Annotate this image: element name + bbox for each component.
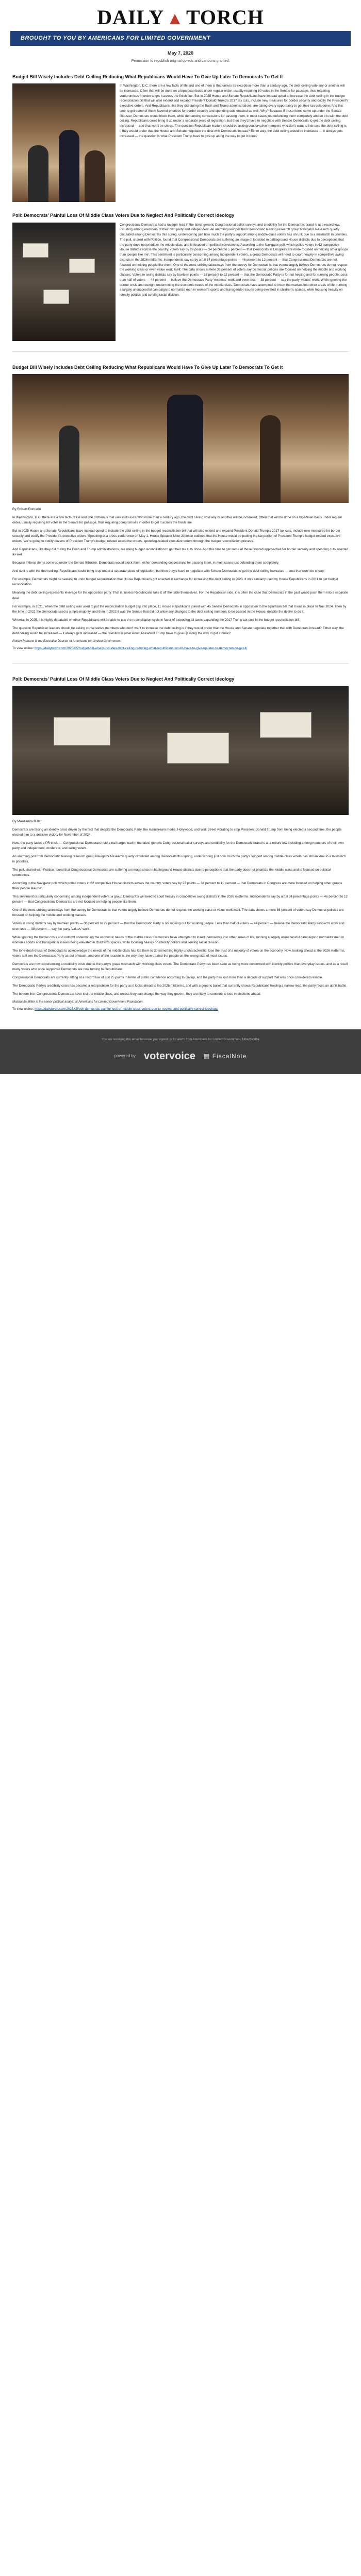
tagline-banner: BROUGHT TO YOU BY AMERICANS FOR LIMITED GOVERNMENT bbox=[10, 31, 351, 46]
article-paragraph: And Republicans, like they did during the Bush and Trump administrations, are using budget reconciliation to get their tax cuts done. And this time to get some of these favored approaches for border security and spending cuts enacted as well. bbox=[12, 548, 349, 557]
view-online-link[interactable]: https://dailytorch.com/2025/05/poll-democrats-painful-loss-of-middle-class-voters-due-to-neglect-and-politically-correct-ideology/ bbox=[35, 1007, 218, 1011]
summary-title[interactable]: Budget Bill Wisely Includes Debt Ceiling Reducing What Republicans Would Have To Give Up Later To Democrats To Get It bbox=[12, 74, 283, 79]
senate-photo bbox=[12, 374, 349, 503]
article-paragraph: This sentiment is particularly concerning among independent voters, a group Democrats will need to court heavily in competitive swing districts in the 2026 midterms. Independents say by a full 34 percentage points — 46 percent to 12 percent — that Congressional Democrats are not focused on helping people like them. bbox=[12, 895, 348, 904]
article-body bbox=[12, 515, 349, 636]
article-paragraph: The question Republican leaders should be asking conservative members who don't want to increase the debt ceiling is if they would prefer that the House and Senate negotiate together that with Democrats instead? Either way, the debt ceiling would be increased — it always gets increased — the question is what would President Trump have to give up along the way to get it done? bbox=[12, 626, 344, 635]
senate-photo-thumbnail[interactable] bbox=[12, 83, 116, 202]
view-online-link[interactable]: https://dailytorch.com/2025/05/budget-bill-wisely-includes-debt-ceiling-reducing-what-republicans-would-have-to-give-up-later-to-democrats-to-get-it/ bbox=[35, 646, 248, 650]
article-title: Poll: Democrats' Painful Loss Of Middle Class Voters Due to Neglect And Politically Correct Ideology bbox=[12, 676, 235, 682]
logo-text-right: TORCH bbox=[186, 6, 264, 29]
article-paragraph: Because if these items come up under the Senate filibuster, Democrats would block them, either demanding concessions for passing them, in most cases just defunding them completely. bbox=[12, 561, 280, 565]
article-middle-class-poll bbox=[0, 676, 361, 1024]
article-paragraph: One of the most striking takeaways from the survey for Democrats is that voters largely believe Democrats do not respect the working class or value work itself. The data shows a mere 36 percent of voters say Democrat policies are focused on helping the middle and working classes. bbox=[12, 908, 344, 918]
protest-photo-thumbnail[interactable] bbox=[12, 223, 116, 341]
powered-by bbox=[0, 1048, 361, 1070]
article-paragraph: And so it is with the debt ceiling. Republicans could bring it up under a separate piece of legislation, but then they'd have to negotiate with Senate Democrats to get the debt ceiling increased — and that won't be cheap. bbox=[12, 569, 325, 573]
summary-debt-ceiling bbox=[0, 74, 361, 213]
article-paragraph: Whereas in 2025, it is highly debatable whether Republicans will be able to use the reconciliation cycle in favor of extending all taxes expanding the 2017 Trump tax cuts in the budget reconciliation bill. bbox=[12, 618, 300, 622]
votervoice-logo[interactable]: votervoice bbox=[143, 1050, 196, 1062]
byline: By Robert Romano bbox=[12, 507, 41, 511]
article-paragraph: Now, the party faces a PR crisis — Congressional Democrats hold a trail target lead in the latest generic Congressional ballot surveys and credibility for the Democratic brand is at a record low including among members of their own party and independent, moderate, and swing voters. bbox=[12, 841, 344, 850]
author-bio: Manzanita Miller is the senior political analyst at Americans for Limited Government Foundation. bbox=[12, 1001, 144, 1004]
view-online bbox=[12, 646, 349, 651]
article-paragraph: But in 2025 House and Senate Republicans have instead opted to include the debt ceiling in the budget reconciliation bill that will also extend and expand President Donald Trump's 2017 tax cuts, include new measures for border security and codify the President's executive orders. Speaking at a press conference on May 1, House Speaker Mike Johnson outlined that the House would be putting the tax portion of President Trump's budget-related executive orders, 'we're going to codify dozens of President Trump's budget related executive orders, spending-related executive orders through the budget reconciliation process.' bbox=[12, 529, 341, 543]
article-paragraph: According to the Navigator poll, which polled voters in 62 competitive House districts across the country, voters say by 23 points — 34 percent to 11 percent — that Democrats in Congress are more focused on helping other groups than 'people like me'. bbox=[12, 882, 342, 891]
article-paragraph: While ignoring the border crisis and outright undermining the economic needs of the middle class, Democrats have attempted to insert themselves into other areas of life, running a largely unsuccessful campaign to normalize men in women's sports and transgender issues being elevated in children's spaces, while focusing heavily on identity politics and serving racial division. bbox=[12, 935, 344, 944]
view-online-label: To view online: bbox=[12, 1007, 34, 1011]
republish-notice: Permission to republish original op-eds and cartoons granted. bbox=[131, 59, 230, 63]
logo-text-left: DAILY bbox=[97, 6, 165, 29]
email-footer bbox=[0, 1029, 361, 1074]
summary-middle-class-poll bbox=[0, 212, 361, 351]
summary-paragraph: In Washington, D.C. there are a few facts of life and one of them is that unless its exception more than a century ago, the debt ceiling vote any or another will be increased. Often that will be done on a bipartisan basis under regular order, usually requiring 60 votes in the Senate for passage, thus requiring compromises in order to get it across the finish line. But in 2025 House and Senate Republicans have instead opted to increase the debt ceiling in the budget reconciliation bill that will also extend and expand President Donald Trump's 2017 tax cuts, include new measures for border security and codify the President's executive orders. And Republicans, like they did during the Bush and Trump administrations, are taking every opportunity to get their tax cuts done. And this time to get some of these favored priorities for border security and spending cuts enacted as well. Why? Because if these items come up under the Senate filibuster, Democrats would block them, while demanding concessions for passing them, in most cases just defunding them completely and so it is with the debt ceiling. Republicans could bring it up under a separate piece of legislation, but then they'd have to negotiate with Senate Democrats to get the debt ceiling increased — and that won't be cheap. The question Republican leaders should be asking conservative members who don't want to increase the debt ceiling is if they would prefer that the House and Senate negotiate the deal with Democrats instead? Either way, the debt ceiling would be increased — it always gets increased — the question is what President Trump have to give up along the way to get it done? bbox=[120, 84, 349, 138]
byline: By Manzanita Miller bbox=[12, 819, 42, 823]
article-paragraph: For example, Democrats might be seeking to undo budget sequestration that House Republicans got enacted in exchange for increasing the debt ceiling in 2023. It was similarly used by House Republicans in 2011 to get budget reconciliation. bbox=[12, 578, 338, 587]
subscription-notice: You are receiving this email because you signed up for alerts from Americans for Limited Government. bbox=[102, 1038, 241, 1041]
article-paragraph: Congressional Democrats are currently sitting at a record low of just 25 points in terms of public confidence according to Gallup, and the party has lost more than a decade of support that was once considered reliable. bbox=[12, 975, 323, 979]
article-paragraph: Meaning the debt ceiling represents leverage for the opposition party. That is, unless Republicans take it off the table themselves. For the Republican side, it is often the case that Democrats in the past would push them into a separate deal. bbox=[12, 591, 348, 600]
summary-title[interactable]: Poll: Democrats' Painful Loss Of Middle Class Voters Due to Neglect And Politically Correct Ideology bbox=[12, 213, 235, 218]
unsubscribe-link[interactable]: Unsubscribe bbox=[242, 1038, 259, 1041]
article-paragraph: Democrats are facing an identity crisis driven by the fact that despite the Democratic Party, the mainstream media, Hollywood, and Wall Street vibrating to stop President Donald Trump from being elected a second time, the people elected him to a decisive victory for November of 2024. bbox=[12, 827, 342, 837]
article-paragraph: The tone-deaf refusal of Democrats to acknowledge the needs of the middle class has led them to do something highly uncharacteristic: lose the trust of a majority of voters on the economy. Now, looking ahead at the 2026 midterms, voters still see the Democratic Party as out of touch, and one of the reasons is the way they have treated the people on the wrong side of most issues. bbox=[12, 948, 345, 958]
article-paragraph: In Washington, D.C. there are a few facts of life and one of them is that unless its exception more than a century ago, the debt ceiling vote any or another will be increased. Often that will be done on a bipartisan basis under regular order, usually requiring 60 votes in the Senate for passage, thus requiring compromises in order to get it across the finish line. bbox=[12, 515, 342, 524]
article-title: Budget Bill Wisely Includes Debt Ceiling Reducing What Republicans Would Have To Give Up Later To Democrats To Get It bbox=[12, 364, 283, 370]
view-online bbox=[12, 1007, 349, 1011]
article-debt-ceiling bbox=[0, 364, 361, 664]
view-online-label: To view online: bbox=[12, 646, 34, 650]
summary-paragraph: Congressional Democrats had a ravager lead in the latest generic Congressional ballot surveys and credibility for the Democratic brand is at a record low, including among members of their own party and independent. An alarming new poll from Democratic leaning research group Navigator Research quietly circulated among Democrats this spring, underscoring just how much the party's support among middle-class voters has shrunk due to a mismatch in priorities. The poll, shared with Politico, found that Congressional Democrats are suffering an image of lopsided in battleground House districts due to perceptions that the party does not prioritize the middle class and is focused on political correctness. According to the Navigator poll, which polled voters in 62 competitive House districts across the country, voters say by 29 points — 34 percent to 5 percent — that Democrats in Congress are more focused on helping other groups than 'people like me'. This sentiment is particularly concerning among independent voters, a group Democrats will need to court heavily in competitive swing districts in the 2026 midterms. Independents say so by a full 34 percentage points — 46 percent to 12 percent — that Congressional Democrats are not focused on helping people like them. One of the most striking takeaways from the survey for Democrats is that voters largely believe Democrats do not respect the working class or even value work itself. The data shows a mere 36 percent of voters say Democrat policies are focused on helping the middle and working classes. Voters in swing districts say by fourteen points — 36 percent to 22 percent — that the Democratic Party is for not helping and for running people. Less than half of voters — 44 percent — believe the Democratic Party 'respects' work and even less — 38 percent — say the party 'values' work. While ignoring the border crisis and outright undermining the economic needs of the middle class, Democrats have attempted to insert themselves into other areas of life, running a largely unsuccessful campaign to normalize men in women's sports and transgender issues being elevated in children's spaces, while focusing heavily on identity politics and serving racial division. bbox=[120, 223, 348, 297]
article-paragraph: The bottom line: Congressional Democrats have lost the middle class, and unless they can change the way they govern, they are likely to continue to lose in elections ahead. bbox=[12, 992, 261, 996]
section-divider bbox=[12, 663, 349, 664]
powered-by-label: powered by bbox=[114, 1053, 136, 1058]
protest-photo bbox=[12, 686, 349, 815]
article-paragraph: Voters in swing districts say by fourteen points — 36 percent to 22 percent — that the Democratic Party is not looking out for working people. Less than half of voters — 44 percent — believe the Democratic Party 'respects' work and even less — 38 percent — say the party 'values' work. bbox=[12, 922, 344, 931]
article-body bbox=[12, 827, 349, 997]
torch-icon: ▲ bbox=[166, 9, 184, 28]
author-bio: Robert Romano is the Executive Director of Americans for Limited Government. bbox=[12, 639, 122, 643]
article-paragraph: The poll, shared with Politico, found that Congressional Democrats are suffering an image crisis in battleground House districts due to perceptions that the party does not prioritize the middle class and is focused on political correctness. bbox=[12, 868, 331, 877]
article-paragraph: An alarming poll from Democratic leaning research group Navigator Research quietly circulated among Democrats this spring, underscoring just how much the party's support among middle-class voters has shrunk due to a mismatch in priorities. bbox=[12, 854, 346, 863]
section-divider bbox=[12, 351, 349, 352]
issue-date: May 7, 2020 bbox=[167, 50, 194, 56]
article-paragraph: The Democratic Party's credibility crisis has become a real problem for the party as it looks ahead to the 2026 midterms, and with a generic ballot that currently shows Republicans holding a narrow lead, the party faces an uphill battle. bbox=[12, 984, 348, 988]
article-paragraph: Democrats are now experiencing a credibility crisis due to the party's grave mismatch with working class voters. The Democratic Party has been seen as being more concerned with identity politics than everyday issues, and as a result many voters who once supported Democrats are now turning to Republicans. bbox=[12, 962, 348, 971]
fiscalnote-logo: ▦ FiscalNote bbox=[204, 1052, 247, 1060]
article-paragraph: For example, in 2021, when the debt ceiling was used to put the reconciliation budget cap into place, 11 House Republicans joined with 45 Senate Democrats in opposition to the bipartisan bill that it was in place to Nov 2024. Then by the time in 2021 the Democrats used a simple majority, and then in 2022 it was the Senate that did not allow any changes to the debt ceiling numbers to be passed in the House, despite the desire to do it. bbox=[12, 604, 347, 614]
masthead bbox=[0, 0, 361, 74]
daily-torch-logo[interactable] bbox=[0, 7, 361, 28]
